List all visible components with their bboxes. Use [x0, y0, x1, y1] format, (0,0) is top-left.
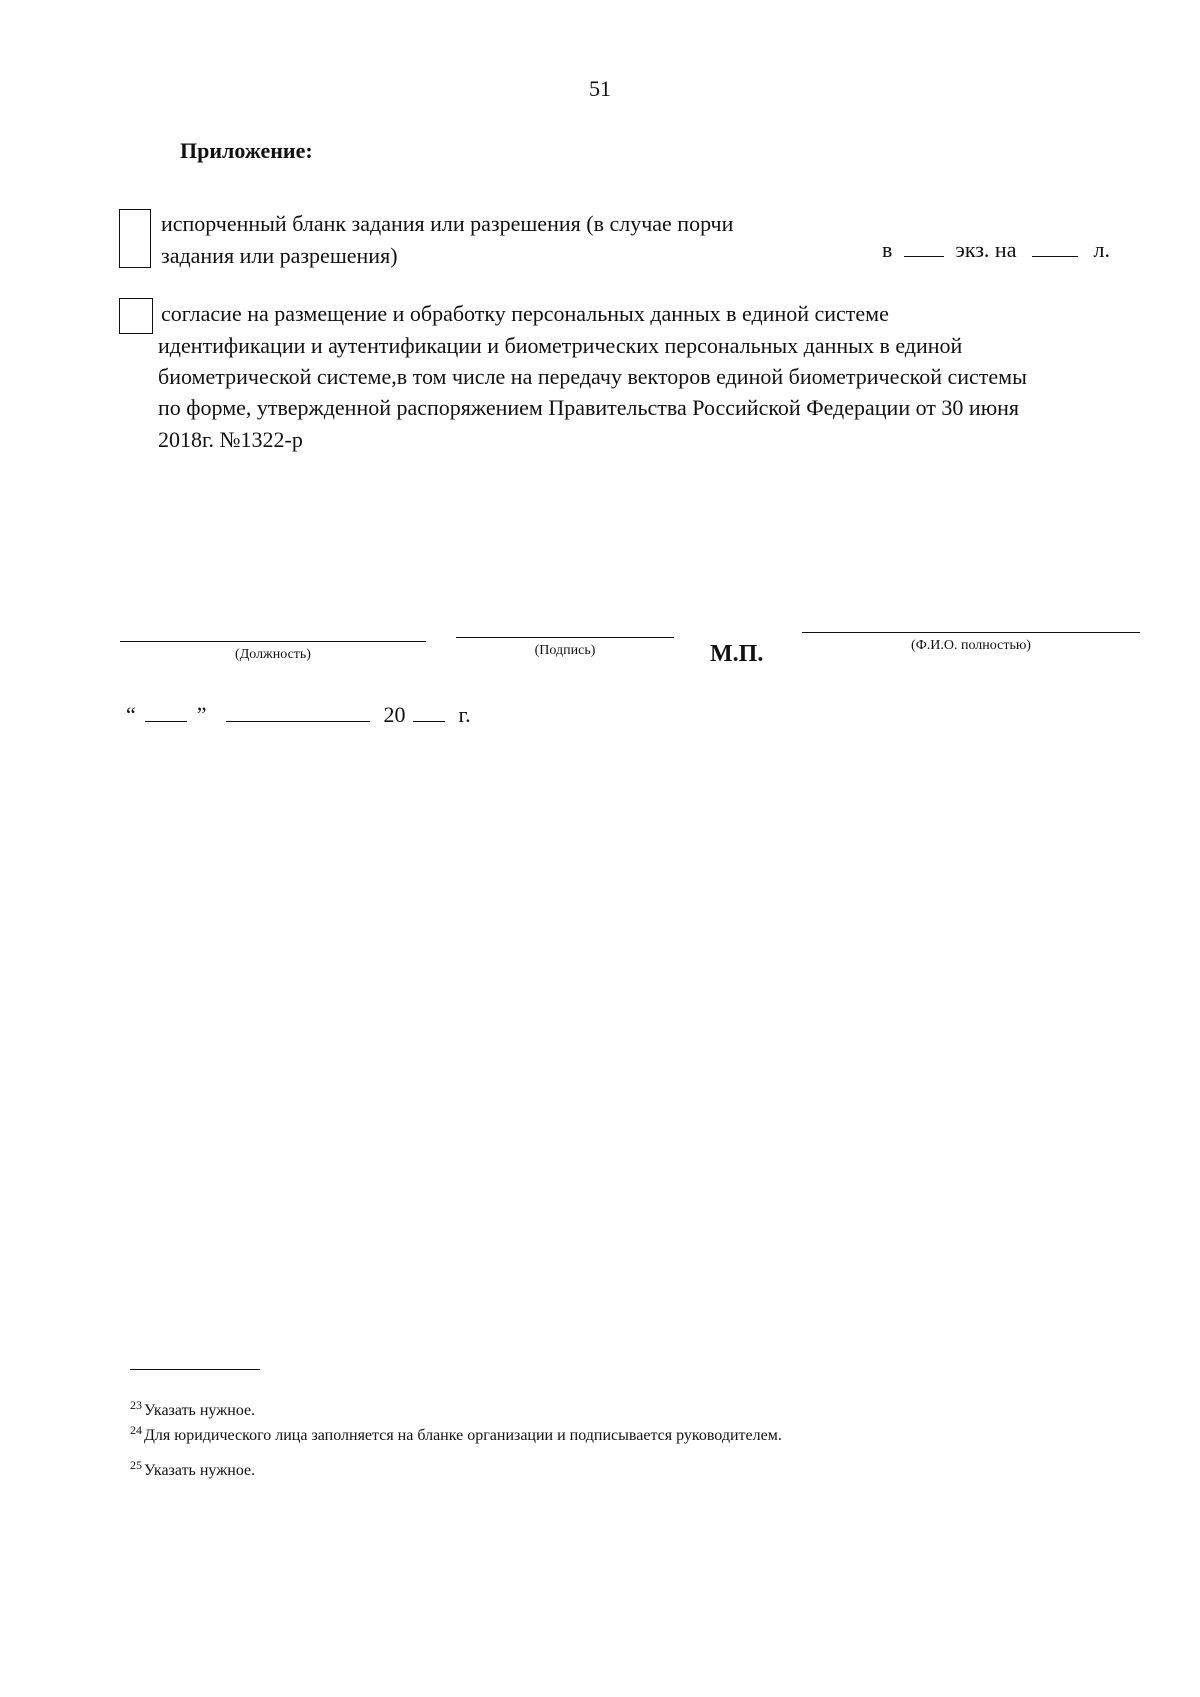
footnote-number: 24 [130, 1423, 142, 1437]
full-name-caption: (Ф.И.О. полностью) [911, 638, 1031, 653]
footnote-23 [130, 1398, 255, 1420]
consent-checkbox[interactable] [119, 298, 153, 334]
position-line[interactable] [120, 641, 426, 642]
item-2-line-5: 2018г. №1322-р [158, 427, 303, 452]
footnote-text: Указать нужное. [144, 1402, 256, 1419]
copies-field [882, 237, 1110, 263]
footnote-25 [130, 1458, 255, 1480]
copies-suffix: л. [1093, 237, 1110, 262]
full-name-line[interactable] [802, 632, 1140, 633]
year-input[interactable] [413, 703, 445, 722]
day-input[interactable] [145, 703, 187, 722]
sheets-count-input[interactable] [1032, 238, 1078, 257]
footnote-text: Для юридического лица заполняется на бланке организации и подписывается руководителем. [144, 1427, 782, 1444]
footnote-rule [130, 1369, 260, 1370]
item-1-line-1: испорченный бланк задания или разрешения (в случае порчи [161, 211, 734, 236]
footnote-number: 25 [130, 1458, 142, 1472]
footnote-24 [130, 1423, 782, 1445]
date-close-quote: ” [196, 702, 207, 727]
position-caption: (Должность) [235, 647, 311, 662]
year-suffix: г. [458, 702, 471, 727]
footnote-number: 23 [130, 1398, 142, 1412]
page-number: 51 [589, 76, 611, 101]
signature-caption: (Подпись) [534, 643, 596, 658]
footnote-text: Указать нужное. [144, 1462, 256, 1479]
item-1-line-2: задания или разрешения) [161, 243, 398, 268]
copies-middle: экз. на [955, 237, 1017, 262]
item-2-line-3: биометрической системе,в том числе на передачу векторов единой биометрической системы [158, 364, 1027, 389]
copies-count-input[interactable] [904, 238, 944, 257]
year-prefix: 20 [383, 702, 406, 727]
stamp-label: М.П. [710, 641, 764, 667]
item-2-line-1: согласие на размещение и обработку персональных данных в единой системе [161, 301, 889, 326]
month-input[interactable] [226, 703, 370, 722]
date-open-quote: “ [126, 702, 136, 727]
date-row [126, 702, 471, 728]
spoiled-form-checkbox[interactable] [119, 209, 151, 268]
section-title: Приложение: [180, 138, 313, 163]
copies-prefix: в [882, 237, 893, 262]
item-2-line-2: идентификации и аутентификации и биометрических персональных данных в единой [158, 333, 963, 358]
item-2-line-4: по форме, утвержденной распоряжением Правительства Российской Федерации от 30 июня [158, 395, 1020, 420]
signature-line[interactable] [456, 637, 674, 638]
